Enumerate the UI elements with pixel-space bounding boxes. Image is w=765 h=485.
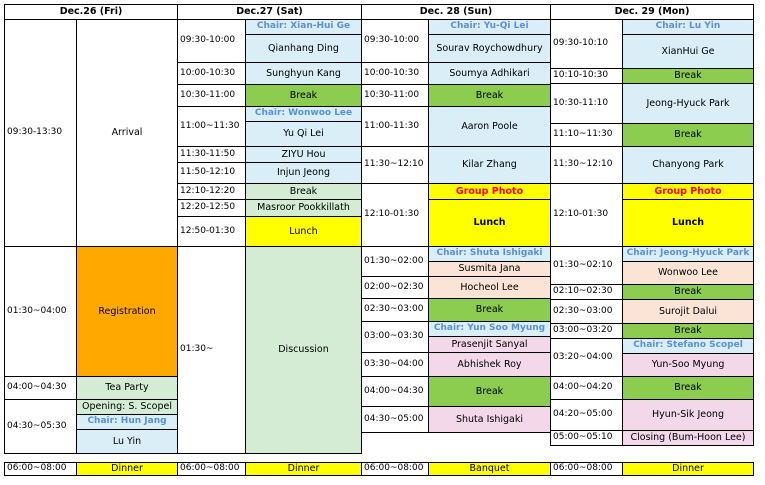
fri-dinner: Dinner	[76, 462, 178, 476]
fri-registration: Registration	[76, 246, 178, 377]
sun-time-9: 02:30~03:00	[361, 298, 429, 322]
sun-banquet: Banquet	[428, 462, 551, 476]
sat-time-8: 12:20-12:50	[177, 199, 246, 217]
mon-talk-3: Jeong-Hyuck Park	[622, 83, 754, 124]
sat-time-1: 09:30-10:00	[177, 19, 246, 63]
sat-talk-5: ZIYU Hou	[245, 146, 362, 163]
mon-chair-2: Chair: Jeong-Hyuck Park	[622, 246, 754, 262]
mon-time-12: 04:00~04:20	[550, 376, 623, 400]
mon-talk-9: Surojit Dalui	[622, 299, 754, 324]
sun-talk-8: Hocheol Lee	[428, 276, 551, 299]
mon-group-photo: Group Photo	[622, 183, 754, 200]
mon-time-2: 10:10-10:30	[550, 68, 623, 84]
mon-time-11: 03:20~04:00	[550, 338, 623, 377]
sat-lunch: Lunch	[245, 216, 362, 247]
mon-talk-13: Hyun-Sik Jeong	[622, 399, 754, 431]
mon-time-5: 11:30~12:10	[550, 146, 623, 184]
mon-time-1: 09:30-10:10	[550, 19, 623, 69]
sat-chair-1: Chair: Xian-Hui Ge	[245, 19, 362, 35]
sun-talk-11: Abhishek Roy	[428, 352, 551, 377]
mon-break-1: Break	[622, 68, 754, 84]
header-dec26: Dec.26 (Fri)	[4, 4, 178, 20]
sat-time-6: 11:50-12:10	[177, 162, 246, 184]
sun-talk-7: Susmita Jana	[428, 261, 551, 277]
mon-closing: Closing (Bum-Hoon Lee)	[622, 430, 754, 446]
mon-time-10: 03:00~03:20	[550, 323, 623, 339]
sat-break-1: Break	[245, 84, 362, 107]
sun-talk-10: Prasenjit Sanyal	[428, 336, 551, 353]
fri-time-registration: 01:30~04:00	[4, 246, 77, 377]
sat-time-7: 12:10-12:20	[177, 183, 246, 200]
fri-tea-party: Tea Party	[76, 376, 178, 400]
mon-break-2: Break	[622, 123, 754, 147]
sat-talk-8: Masroor Pookkillath	[245, 199, 362, 217]
mon-time-8: 02:10~02:30	[550, 284, 623, 300]
sun-chair-3: Chair: Yun Soo Myung	[428, 321, 551, 337]
mon-talk-5: Chanyong Park	[622, 146, 754, 184]
mon-chair-1: Chair: Lu Yin	[622, 19, 754, 35]
fri-arrival: Arrival	[76, 19, 178, 247]
sun-lunch: Lunch	[428, 199, 551, 247]
mon-chair-3: Chair: Stefano Scopel	[622, 338, 754, 354]
sun-talk-13: Shuta Ishigaki	[428, 406, 551, 433]
mon-break-5: Break	[622, 376, 754, 400]
sun-time-10: 03:00~03:30	[361, 321, 429, 353]
sun-break-3: Break	[428, 376, 551, 407]
sun-time-7: 01:30~02:00	[361, 246, 429, 277]
sun-talk-4: Aaron Poole	[428, 106, 551, 147]
sun-group-photo: Group Photo	[428, 183, 551, 200]
sun-time-2: 10:00-10:30	[361, 62, 429, 85]
mon-dinner: Dinner	[622, 462, 754, 476]
fri-chair: Chair: Hun Jang	[76, 414, 178, 430]
sat-time-3: 10:30-11:00	[177, 84, 246, 107]
sun-time-12: 04:00~04:30	[361, 376, 429, 407]
mon-time-7: 01:30~02:10	[550, 246, 623, 285]
mon-time-6: 12:10-01:30	[550, 183, 623, 247]
mon-talk-7: Wonwoo Lee	[622, 261, 754, 285]
sat-discussion: Discussion	[245, 246, 362, 454]
header-dec27: Dec.27 (Sat)	[177, 4, 362, 20]
sun-time-4: 11:00-11:30	[361, 106, 429, 147]
sun-time-1: 09:30-10:00	[361, 19, 429, 63]
fri-time-tea: 04:00~04:30	[4, 376, 77, 400]
sun-time-3: 10:30-11:00	[361, 84, 429, 107]
fri-talk-lu-yin: Lu Yin	[76, 429, 178, 454]
sun-talk-5: Kilar Zhang	[428, 146, 551, 184]
mon-time-14: 05:00~05:10	[550, 430, 623, 446]
sun-break-2: Break	[428, 298, 551, 322]
sat-time-9: 12:50-01:30	[177, 216, 246, 247]
sat-time-10: 01:30~	[177, 246, 246, 454]
sun-time-13: 04:30~05:00	[361, 406, 429, 433]
sat-break-2: Break	[245, 183, 362, 200]
sat-time-2: 10:00-10:30	[177, 62, 246, 85]
header-dec29: Dec. 29 (Mon)	[550, 4, 754, 20]
mon-time-4: 11:10~11:30	[550, 123, 623, 147]
fri-time-opening: 04:30~05:30	[4, 399, 77, 454]
sun-break-1: Break	[428, 84, 551, 107]
fri-evening-time: 06:00~08:00	[4, 462, 77, 476]
sat-talk-4: Yu Qi Lei	[245, 121, 362, 147]
sun-evening-time: 06:00~08:00	[361, 462, 429, 476]
sun-time-8: 02:00~02:30	[361, 276, 429, 299]
sun-time-6: 12:10-01:30	[361, 183, 429, 247]
mon-lunch: Lunch	[622, 199, 754, 247]
sat-talk-1: Qianhang Ding	[245, 34, 362, 63]
mon-evening-time: 06:00~08:00	[550, 462, 623, 476]
sat-talk-2: Sunghyun Kang	[245, 62, 362, 85]
sun-time-11: 03:30~04:00	[361, 352, 429, 377]
sat-chair-2: Chair: Wonwoo Lee	[245, 106, 362, 122]
sat-talk-6: Injun Jeong	[245, 162, 362, 184]
mon-time-9: 02:30~03:00	[550, 299, 623, 324]
sun-talk-2: Soumya Adhikari	[428, 62, 551, 85]
sun-time-5: 11:30~12:10	[361, 146, 429, 184]
sun-chair-1: Chair: Yu-Qi Lei	[428, 19, 551, 35]
mon-time-3: 10:30-11:10	[550, 83, 623, 124]
fri-time-arrival: 09:30-13:30	[4, 19, 77, 247]
mon-time-13: 04:20~05:00	[550, 399, 623, 431]
sun-talk-1: Sourav Roychowdhury	[428, 34, 551, 63]
fri-opening: Opening: S. Scopel	[76, 399, 178, 415]
sat-evening-time: 06:00~08:00	[177, 462, 246, 476]
mon-talk-1: XianHui Ge	[622, 34, 754, 69]
mon-break-3: Break	[622, 284, 754, 300]
header-dec28: Dec. 28 (Sun)	[361, 4, 551, 20]
sun-chair-2: Chair: Shuta Ishigaki	[428, 246, 551, 262]
mon-break-4: Break	[622, 323, 754, 339]
sat-time-4: 11:00~11:30	[177, 106, 246, 147]
sat-time-5: 11:30-11:50	[177, 146, 246, 163]
sat-dinner: Dinner	[245, 462, 362, 476]
mon-talk-11: Yun-Soo Myung	[622, 353, 754, 377]
